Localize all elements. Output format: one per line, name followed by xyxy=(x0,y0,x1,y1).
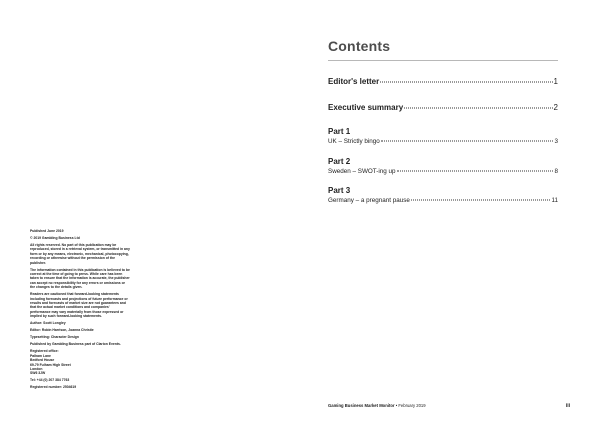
imprint-line: Author: Scott Longley xyxy=(30,321,66,326)
dot-leader xyxy=(411,200,551,201)
toc-label: Editor's letter xyxy=(328,77,380,86)
imprint-line: Tel: +44 (0) 207 384 7763 xyxy=(30,378,70,383)
toc-page-number: 3 xyxy=(554,138,558,145)
footer-date: • February 2019 xyxy=(395,403,426,408)
toc-label: Germany – a pregnant pause xyxy=(328,197,410,204)
page-footer xyxy=(328,403,570,408)
title-rule xyxy=(328,60,558,61)
toc-label: Executive summary xyxy=(328,103,404,112)
imprint-address: Registered office: Palham Lane Bedford House 69-79 Fulham High Street London SW6 3JW xyxy=(30,349,71,376)
dot-leader xyxy=(397,171,554,172)
imprint-line: All rights reserved. No part of this publication may be reproduced, stored in a retrieval system, or transmitted in any form or by any means, electronic, mechanical, photocopying, recording or otherwise without the permission of the publisher. xyxy=(30,243,130,265)
imprint-line: Editor: Robin Harrison, Joanna Christie xyxy=(30,328,94,333)
toc-label: UK – Strictly bingo xyxy=(328,138,380,145)
dot-leader xyxy=(380,82,552,83)
part-heading: Part 2 xyxy=(328,157,351,166)
toc-page-number: 2 xyxy=(553,103,558,112)
imprint-line: Published by Gambling Business part of Clarion Events. xyxy=(30,342,121,347)
toc-entry-part-3[interactable] xyxy=(328,186,558,204)
toc-page-number: 11 xyxy=(551,197,558,204)
part-heading: Part 3 xyxy=(328,186,351,195)
page-folio: iii xyxy=(565,402,570,409)
right-page xyxy=(300,0,600,424)
imprint-block xyxy=(30,229,130,392)
dot-leader xyxy=(404,108,552,109)
toc-label: Sweden – SWOT-ing up xyxy=(328,168,396,175)
imprint-line: © 2019 Gambling Business Ltd xyxy=(30,236,80,240)
imprint-line: Published June 2019 xyxy=(30,229,64,233)
footer-publication: Gaming Business Market Monitor xyxy=(328,403,395,408)
imprint-line: Readers are cautioned that forward-looking statements including forecasts and projections of future performance or results and forecasts of market size are not guarantees and that the actual market conditions and companies' performance may vary materially from those expressed or implied by such forward-looking statements. xyxy=(30,292,128,319)
toc-page-number: 8 xyxy=(554,168,558,175)
toc-page-number: 1 xyxy=(553,77,558,86)
toc-entry-part-1[interactable] xyxy=(328,127,558,145)
toc-entry-executive-summary[interactable] xyxy=(328,103,558,112)
imprint-line: Registered number: 2504619 xyxy=(30,385,77,390)
imprint-line: The information contained in this publication is believed to be correct at the time of going to press. While care has been taken to ensure that the information is accurate, the publisher can accept no responsibility for any errors or omissions or the changes to the details given. xyxy=(30,267,130,290)
contents-title: Contents xyxy=(328,38,391,54)
dot-leader xyxy=(381,141,554,142)
imprint-line: Typesetting: Character Design xyxy=(30,335,79,340)
toc-entry-part-2[interactable] xyxy=(328,157,558,175)
toc-entry-editors-letter[interactable] xyxy=(328,77,558,86)
part-heading: Part 1 xyxy=(328,127,351,136)
